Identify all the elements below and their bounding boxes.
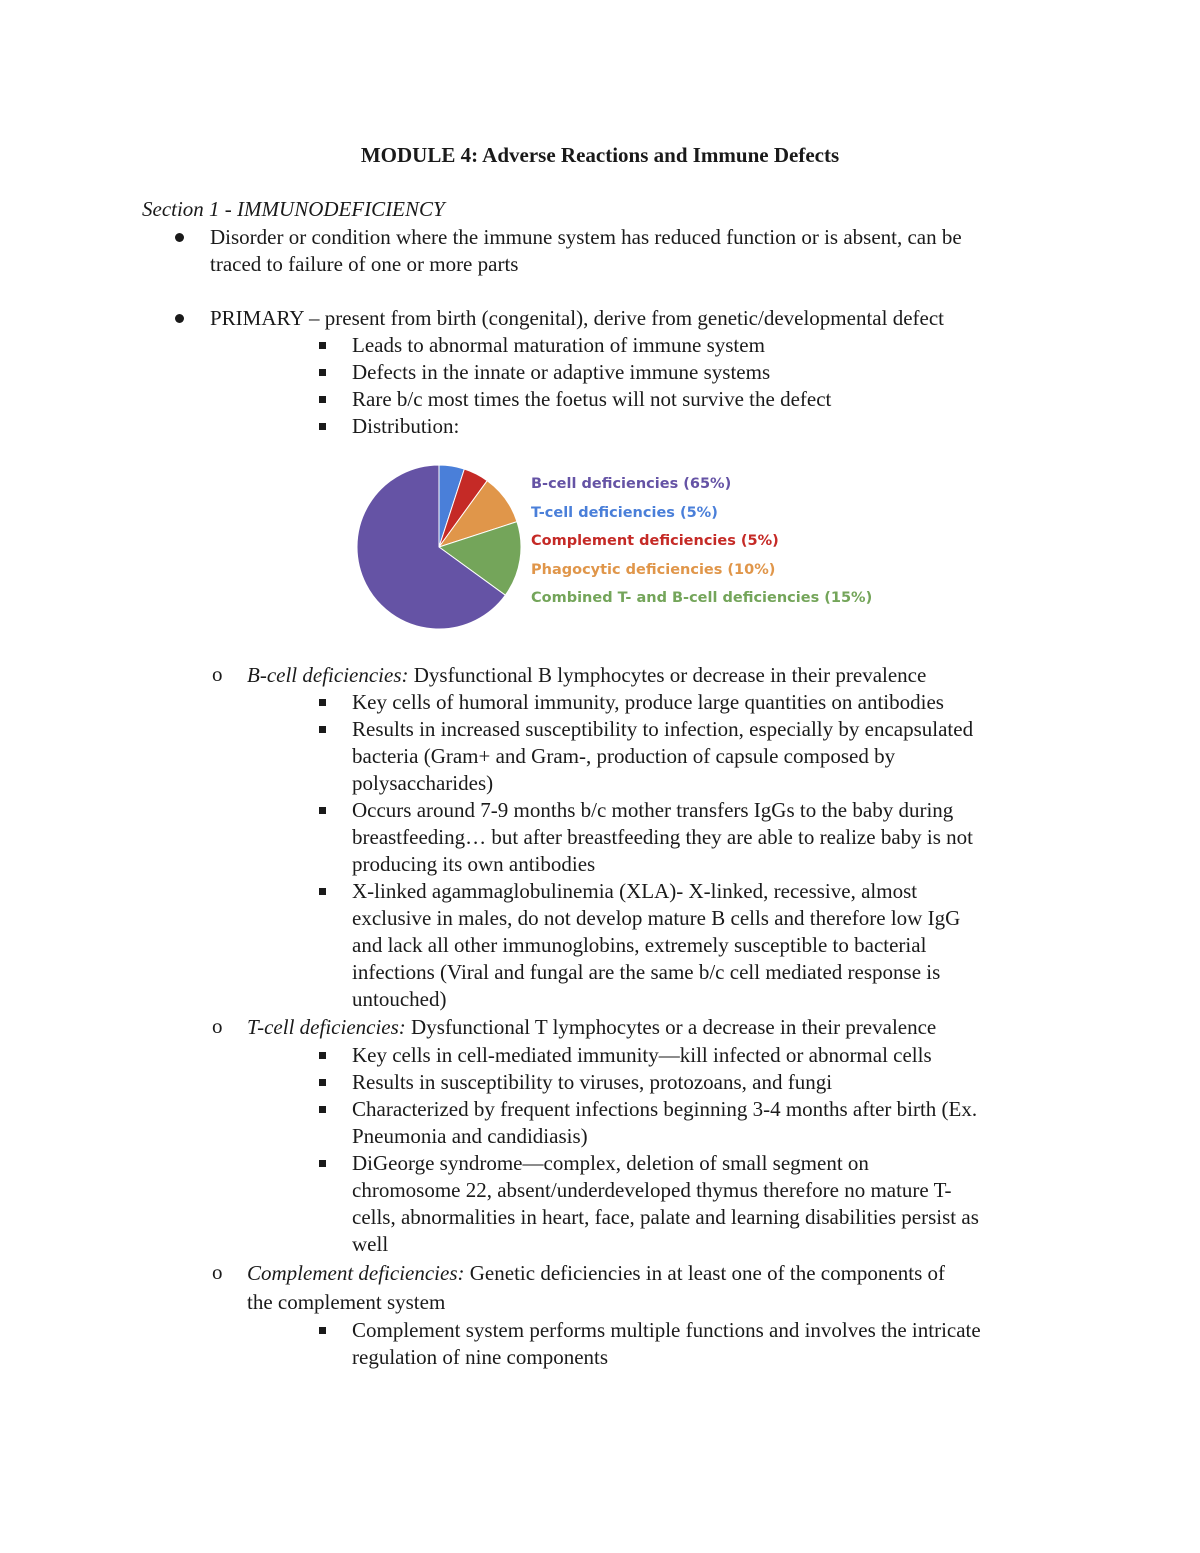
distribution-pie-chart [349, 457, 529, 637]
item-text-line: bacteria (Gram+ and Gram-, production of capsule composed by [352, 744, 896, 768]
item-text-line: Characterized by frequent infections beginning 3-4 months after birth (Ex. [352, 1097, 978, 1121]
square-bullet [319, 369, 326, 376]
item-text-line: Key cells in cell-mediated immunity—kill infected or abnormal cells [352, 1043, 932, 1067]
item-text-line: cells, abnormalities in heart, face, palate and learning disabilities persist as [352, 1205, 979, 1229]
square-bullet [319, 1052, 326, 1059]
item-text-line: breastfeeding… but after breastfeeding they are able to realize baby is not [352, 825, 973, 849]
item-text-line: DiGeorge syndrome—complex, deletion of small segment on [352, 1151, 869, 1175]
item-text-line: Occurs around 7-9 months b/c mother transfers IgGs to the baby during [352, 798, 954, 822]
square-bullet [319, 807, 326, 814]
primary-item: Distribution: [352, 414, 460, 438]
legend-entry: Complement deficiencies (5%) [531, 533, 779, 549]
square-bullet [319, 1079, 326, 1086]
item-text-line: untouched) [352, 987, 447, 1011]
complement-description: Genetic deficiencies in at least one of the components of [464, 1261, 946, 1285]
item-text-line: regulation of nine components [352, 1345, 609, 1369]
item-text-line: well [352, 1232, 389, 1256]
item-text-line: X-linked agammaglobulinemia (XLA)- X-linked, recessive, almost [352, 879, 918, 903]
item-text-line: exclusive in males, do not develop mature B cells and therefore low IgG [352, 906, 961, 930]
item-text-line: chromosome 22, absent/underdeveloped thymus therefore no mature T- [352, 1178, 952, 1202]
item-text-line: Complement system performs multiple functions and involves the intricate [352, 1318, 981, 1342]
square-bullet [319, 1160, 326, 1167]
bcell-heading: B-cell deficiencies: [247, 663, 409, 687]
square-bullet [319, 1327, 326, 1334]
bcell-description: Dysfunctional B lymphocytes or decrease in their prevalence [408, 663, 927, 687]
subsection-line [247, 1260, 945, 1287]
primary-item: Rare b/c most times the foetus will not survive the defect [352, 387, 832, 411]
square-bullet [319, 888, 326, 895]
page-title: MODULE 4: Adverse Reactions and Immune Defects [360, 143, 840, 167]
subsection-line [247, 662, 926, 689]
primary-item: Defects in the innate or adaptive immune systems [352, 360, 771, 384]
circle-bullet: o [212, 1014, 223, 1038]
item-text-line: Key cells of humoral immunity, produce large quantities on antibodies [352, 690, 944, 714]
item-text-line: infections (Viral and fungal are the same b/c cell mediated response is [352, 960, 941, 984]
item-text-line: Pneumonia and candidiasis) [352, 1124, 588, 1148]
subsection-line [247, 1014, 936, 1041]
bullet-text-line: PRIMARY – present from birth (congenital), derive from genetic/developmental defect [210, 306, 944, 330]
complement-heading: Complement deficiencies: [247, 1261, 465, 1285]
square-bullet [319, 699, 326, 706]
legend-entry: Phagocytic deficiencies (10%) [531, 561, 776, 578]
circle-bullet: o [212, 662, 223, 686]
square-bullet [319, 726, 326, 733]
item-text-line: and lack all other immunoglobins, extremely susceptible to bacterial [352, 933, 927, 957]
legend-entry: T-cell deficiencies (5%) [531, 504, 718, 521]
square-bullet [319, 342, 326, 349]
legend-entry: B-cell deficiencies (65%) [531, 476, 732, 492]
primary-item: Leads to abnormal maturation of immune system [352, 333, 765, 357]
bullet-dot [175, 314, 184, 323]
circle-bullet: o [212, 1260, 223, 1284]
subsection-line-cont: the complement system [247, 1290, 446, 1314]
item-text-line: polysaccharides) [352, 771, 494, 795]
tcell-heading: T-cell deficiencies: [247, 1015, 406, 1039]
tcell-description: Dysfunctional T lymphocytes or a decrease in their prevalence [405, 1015, 937, 1039]
section-heading: Section 1 - IMMUNODEFICIENCY [142, 197, 445, 221]
item-text-line: producing its own antibodies [352, 852, 596, 876]
legend-entry: Combined T- and B-cell deficiencies (15%) [531, 590, 873, 606]
bullet-text-line: Disorder or condition where the immune system has reduced function or is absent, can be [210, 225, 962, 249]
bullet-dot [175, 233, 184, 242]
square-bullet [319, 423, 326, 430]
square-bullet [319, 1106, 326, 1113]
square-bullet [319, 396, 326, 403]
item-text-line: Results in increased susceptibility to infection, especially by encapsulated [352, 717, 974, 741]
item-text-line: Results in susceptibility to viruses, protozoans, and fungi [352, 1070, 833, 1094]
bullet-text-line: traced to failure of one or more parts [210, 252, 519, 276]
